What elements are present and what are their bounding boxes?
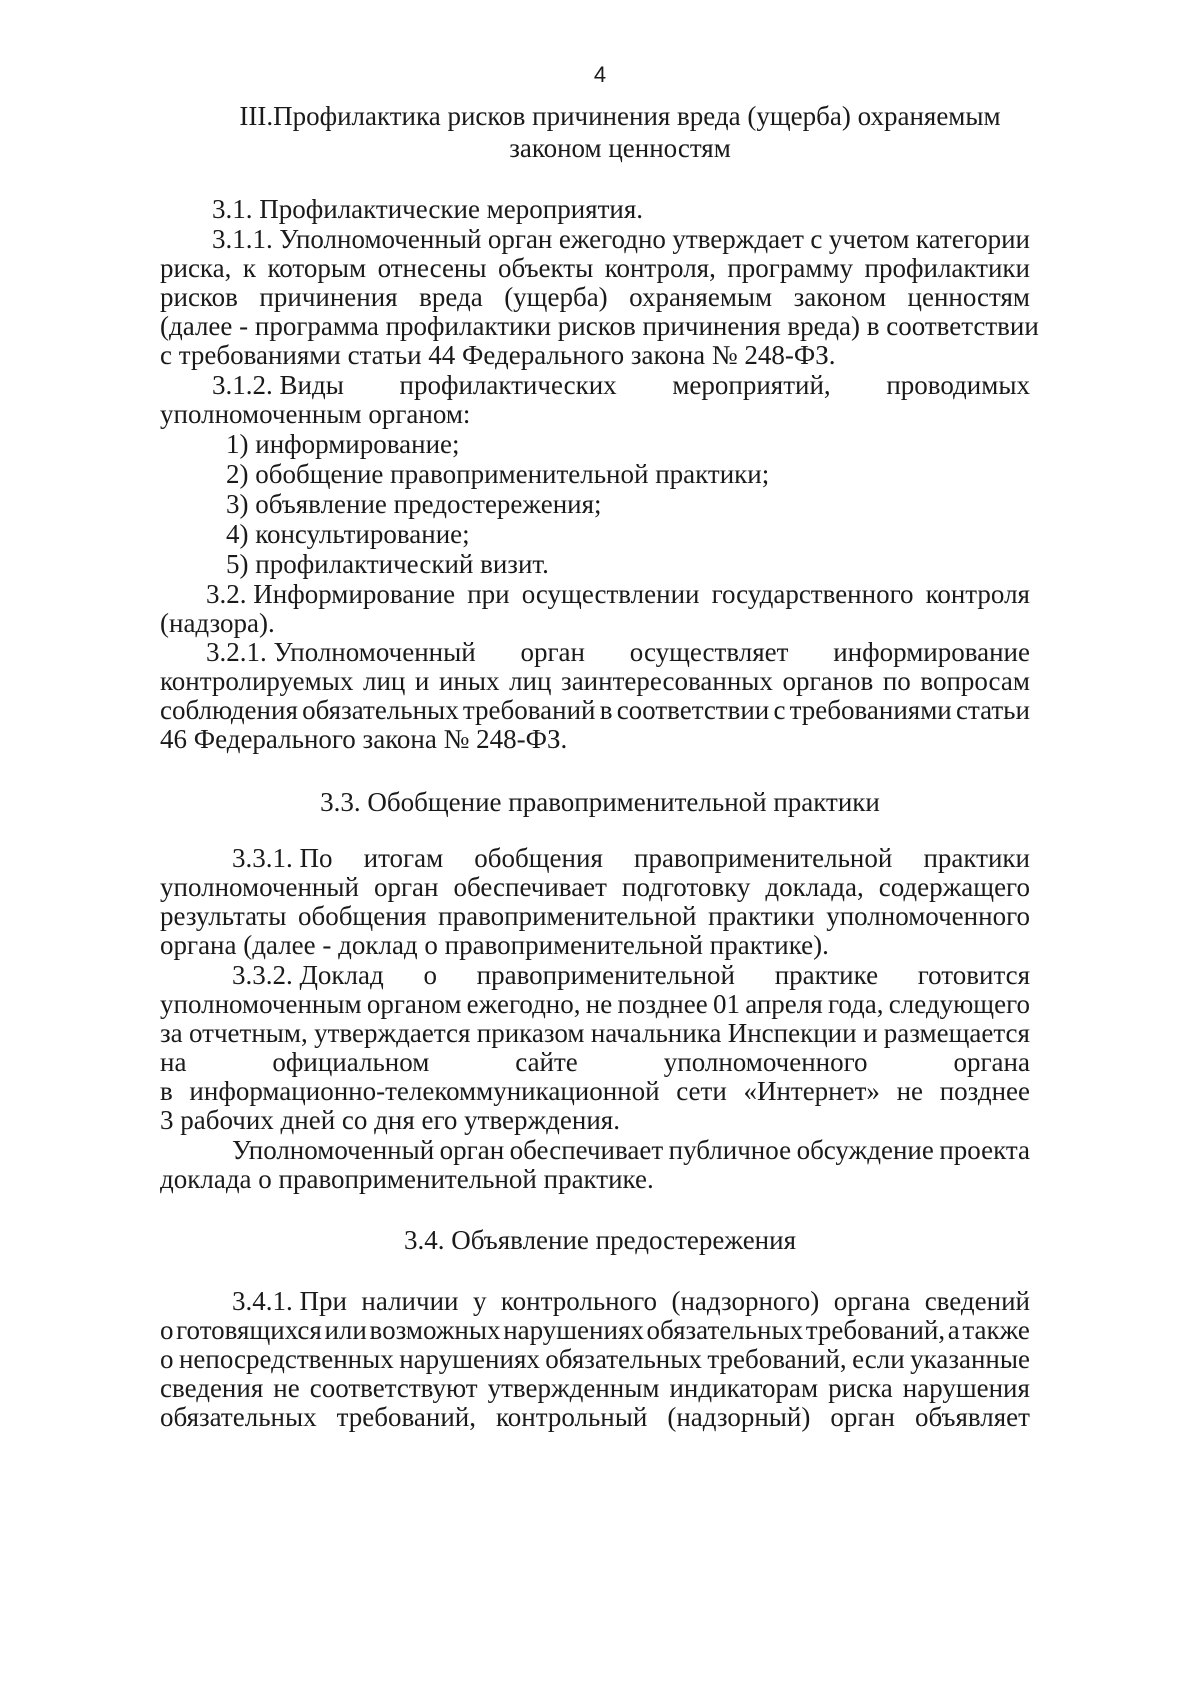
word: 3.4.1. При — [232, 1286, 347, 1316]
word: орган — [439, 1135, 505, 1165]
word: орган — [830, 1402, 895, 1432]
word: нарушения — [902, 1373, 1030, 1403]
p331-line-4: органа (далее - доклад о правоприменительной практике). — [160, 930, 829, 960]
word: 3.2. Информирование — [206, 579, 456, 609]
word: лиц — [362, 666, 406, 696]
word: и — [414, 666, 430, 696]
word: осуществляет — [629, 637, 789, 667]
p333-line-1 — [232, 1134, 1030, 1166]
word: осуществлении — [521, 579, 700, 609]
p311-line-2 — [160, 252, 1030, 284]
p321-line-4: 46 Федерального закона № 248-ФЗ. — [160, 724, 568, 754]
word: публичное — [668, 1135, 792, 1165]
word: наличии — [361, 1286, 459, 1316]
word: года, — [827, 989, 884, 1019]
word: обобщения — [474, 843, 603, 873]
word: профилактики — [864, 253, 1030, 283]
word: утверждается — [314, 1018, 471, 1048]
word: подготовку — [622, 872, 751, 902]
word: риска, — [160, 253, 232, 283]
word: практике — [774, 960, 879, 990]
word: категории — [915, 224, 1030, 254]
word: требованиями — [789, 695, 952, 725]
word: Инспекции — [727, 1018, 857, 1048]
word: нарушениях — [503, 1315, 644, 1345]
list-item: 3) объявление предостережения; — [226, 489, 602, 519]
word: уполномоченный — [160, 872, 359, 902]
word: органом — [366, 989, 462, 1019]
word: 3.3.2. Доклад — [232, 960, 384, 990]
word: объекты — [498, 253, 594, 283]
word: размещается — [883, 1018, 1030, 1048]
word: о — [160, 1315, 174, 1345]
word: индикаторам — [669, 1373, 819, 1403]
word: уполномоченным — [160, 989, 362, 1019]
word: содержащего — [878, 872, 1030, 902]
p341-line-5 — [160, 1401, 1030, 1433]
p312-line-1 — [212, 369, 1030, 401]
paragraph-3-1: 3.1. Профилактические мероприятия. — [212, 194, 643, 224]
word: 3.2.1. Уполномоченный — [206, 637, 476, 667]
word: у — [472, 1286, 487, 1316]
word: 01 — [712, 989, 740, 1019]
word: риска — [828, 1373, 893, 1403]
word: а — [947, 1315, 960, 1345]
list-item: 1) информирование; — [226, 429, 460, 459]
word: соответствии — [616, 695, 770, 725]
p321-line-2 — [160, 665, 1030, 697]
word: правоприменительной — [634, 843, 893, 873]
word: государственного — [711, 579, 914, 609]
list-item: 4) консультирование; — [226, 519, 470, 549]
word: обязательных — [646, 1315, 804, 1345]
word: практики — [708, 901, 815, 931]
word: начальника — [590, 1018, 722, 1048]
word: сети — [676, 1076, 727, 1106]
word: с — [810, 224, 823, 254]
section-title-line-1: III.Профилактика рисков причинения вреда (ущерба) охраняемым — [239, 101, 1001, 131]
word: готовится — [917, 960, 1030, 990]
word: на — [160, 1047, 187, 1077]
word: в — [599, 695, 613, 725]
p332-line-5 — [160, 1075, 1030, 1107]
p341-line-3 — [160, 1343, 1030, 1375]
word: орган — [487, 224, 553, 254]
word: статьи — [955, 695, 1030, 725]
word: программу — [727, 253, 854, 283]
word: обязательных — [545, 1344, 702, 1374]
word: контрольного — [500, 1286, 657, 1316]
word: 3.3.1. По — [232, 843, 333, 873]
word: мероприятий, — [672, 370, 831, 400]
list-item: 2) обобщение правоприменительной практики; — [226, 459, 770, 489]
word: сайте — [515, 1047, 578, 1077]
word: нарушениях — [399, 1344, 540, 1374]
word: требований, — [707, 1344, 847, 1374]
word: правоприменительной — [438, 901, 697, 931]
word: следующего — [888, 989, 1030, 1019]
word: доклада, — [765, 872, 864, 902]
word: соответствуют — [309, 1373, 478, 1403]
word: сведений — [924, 1286, 1030, 1316]
word: иных — [438, 666, 500, 696]
word: которым — [267, 253, 367, 283]
word: Уполномоченный — [232, 1135, 435, 1165]
word: информационно-телекоммуникационной — [189, 1076, 660, 1106]
word: охраняемым — [629, 282, 773, 312]
word: или — [324, 1315, 367, 1345]
word: уполномоченного — [826, 901, 1030, 931]
p332-line-4 — [160, 1046, 1030, 1078]
word: (ущерба) — [504, 282, 608, 312]
word: официальном — [272, 1047, 430, 1077]
word: отнесены — [377, 253, 487, 283]
p312-line-2: уполномоченным органом: — [160, 399, 471, 429]
word: профилактических — [399, 370, 617, 400]
word: «Интернет» — [743, 1076, 880, 1106]
p341-line-4 — [160, 1372, 1030, 1404]
word: практики — [923, 843, 1030, 873]
word: (надзорный) — [667, 1402, 811, 1432]
heading-3-4: 3.4. Объявление предостережения — [403, 1225, 796, 1255]
word: контрольный — [496, 1402, 648, 1432]
word: если — [852, 1344, 905, 1374]
word: готовящихся — [176, 1315, 322, 1345]
p332-line-3 — [160, 1017, 1030, 1049]
word: итогам — [363, 843, 444, 873]
heading-3-3: 3.3. Обобщение правоприменительной практики — [320, 787, 880, 817]
p341-line-2 — [160, 1314, 1030, 1346]
word: проекта — [939, 1135, 1030, 1165]
word: о — [423, 960, 437, 990]
word: ежегодно — [558, 224, 666, 254]
word: лиц — [509, 666, 552, 696]
word: 3.1.2. Виды — [212, 370, 344, 400]
word: требований, — [336, 1402, 476, 1432]
word: не — [585, 989, 613, 1019]
word: вреда — [419, 282, 483, 312]
list-item: 5) профилактический визит. — [226, 549, 549, 579]
word: сведения — [160, 1373, 264, 1403]
page-number: 4 — [593, 62, 607, 87]
word: позднее — [617, 989, 708, 1019]
word: в — [160, 1076, 173, 1106]
word: проводимых — [886, 370, 1030, 400]
word: информирование — [833, 637, 1030, 667]
word: непосредственных — [178, 1344, 394, 1374]
p32-line-1 — [206, 578, 1030, 610]
word: обеспечивает — [509, 1135, 664, 1165]
word: к — [242, 253, 257, 283]
word: указанные — [910, 1344, 1030, 1374]
p32-line-2: (надзора). — [160, 608, 275, 638]
word: (надзорного) — [671, 1286, 820, 1316]
section-title-line-2: законом ценностям — [509, 133, 731, 163]
word: обязательных — [302, 695, 459, 725]
word: обеспечивает — [453, 872, 607, 902]
word: апреля — [745, 989, 823, 1019]
word: требований, — [805, 1315, 946, 1345]
word: при — [467, 579, 510, 609]
p311-line-4: (далее - программа профилактики рисков причинения вреда) в соответствии — [160, 311, 1039, 341]
word: соблюдения — [160, 695, 298, 725]
p333-line-2: доклада о правоприменительной практике. — [160, 1164, 654, 1194]
word: контролируемых — [160, 666, 354, 696]
word: за — [160, 1018, 183, 1048]
word: контроля, — [604, 253, 716, 283]
word: позднее — [939, 1076, 1030, 1106]
word: обсуждение — [796, 1135, 934, 1165]
word: правоприменительной — [476, 960, 735, 990]
p332-line-2 — [160, 988, 1030, 1020]
word: также — [962, 1315, 1030, 1345]
p331-line-3 — [160, 900, 1030, 932]
p311-line-5: с требованиями статьи 44 Федерального закона № 248-ФЗ. — [160, 340, 836, 370]
word: по — [882, 666, 911, 696]
word: объявляет — [914, 1402, 1030, 1432]
word: возможных — [369, 1315, 501, 1345]
p311-line-3 — [160, 281, 1030, 313]
word: и — [862, 1018, 878, 1048]
word: обобщения — [297, 901, 427, 931]
word: утвержденным — [487, 1373, 660, 1403]
word: не — [896, 1076, 924, 1106]
word: орган — [373, 872, 439, 902]
word: отчетным, — [189, 1018, 308, 1048]
word: обязательных — [160, 1402, 317, 1432]
word: результаты — [160, 901, 287, 931]
p332-line-6: 3 рабочих дней со дня его утверждения. — [160, 1105, 620, 1135]
word: требований — [462, 695, 596, 725]
word: не — [273, 1373, 300, 1403]
word: причинения — [259, 282, 398, 312]
p321-line-3 — [160, 694, 1030, 726]
word: органа — [833, 1286, 911, 1316]
p321-line-1 — [206, 636, 1030, 668]
word: 3.1.1. — [212, 224, 273, 254]
word: о — [160, 1344, 174, 1374]
word: заинтересованных — [561, 666, 773, 696]
word: органа — [953, 1047, 1030, 1077]
word: органов — [782, 666, 874, 696]
p332-line-1 — [232, 959, 1030, 991]
word: ежегодно, — [466, 989, 581, 1019]
word: приказом — [476, 1018, 585, 1048]
word: рисков — [160, 282, 238, 312]
word: утверждает — [672, 224, 804, 254]
word: уполномоченного — [663, 1047, 868, 1077]
word: контроля — [925, 579, 1030, 609]
p331-line-1 — [232, 842, 1030, 874]
p331-line-2 — [160, 871, 1030, 903]
word: вопросам — [920, 666, 1030, 696]
word: орган — [520, 637, 585, 667]
word: Уполномоченный — [279, 224, 482, 254]
word: с — [773, 695, 786, 725]
word: законом — [793, 282, 887, 312]
p311-line-1 — [212, 223, 1030, 255]
word: ценностям — [907, 282, 1030, 312]
p341-line-1 — [232, 1285, 1030, 1317]
word: учетом — [828, 224, 910, 254]
